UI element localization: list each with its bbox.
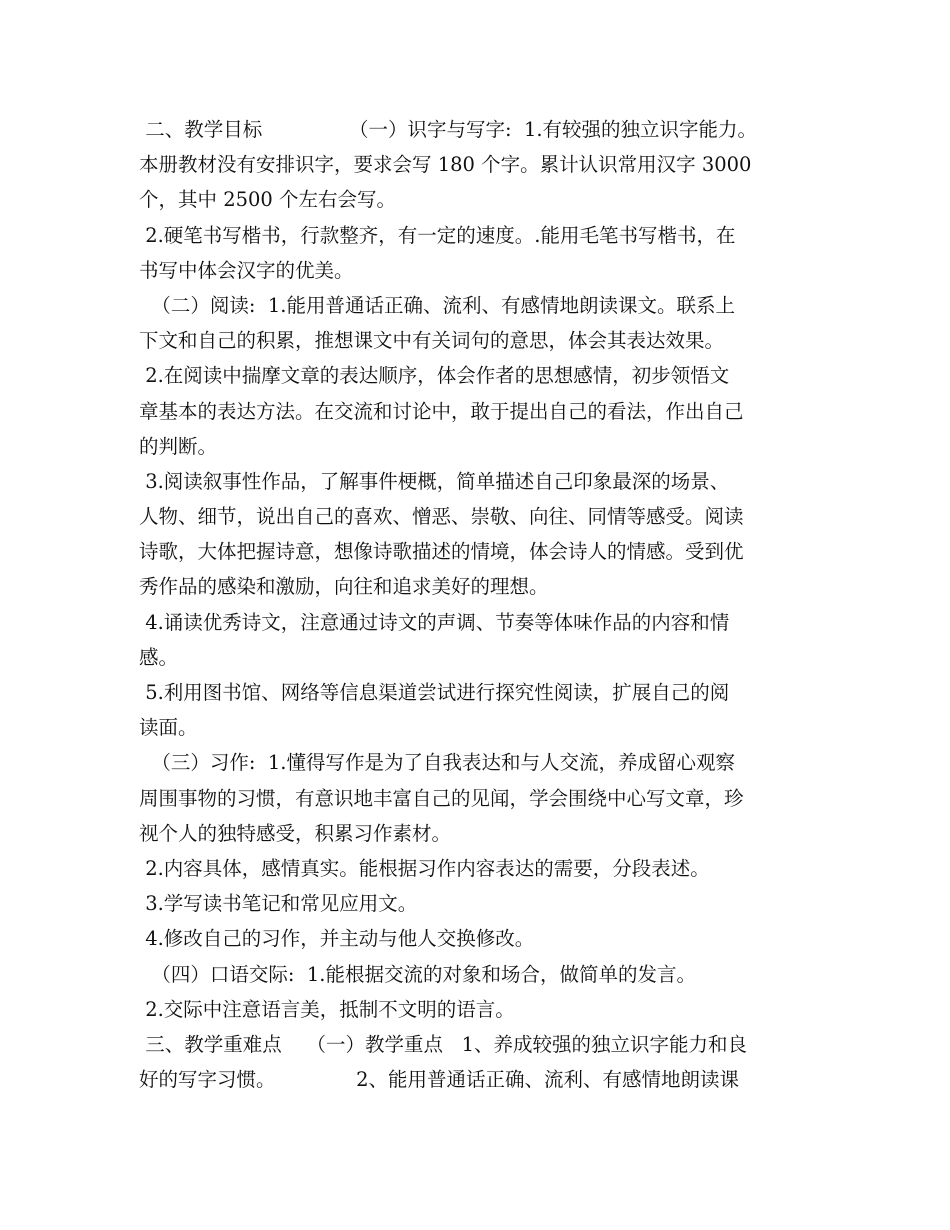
text-line: 感。 <box>139 645 179 669</box>
text-line: 2.硬笔书写楷书，行款整齐，有一定的速度。.能用毛笔书写楷书，在 <box>139 223 736 247</box>
text-line: 诗歌，大体把握诗意，想像诗歌描述的情境，体会诗人的情感。受到优 <box>139 540 744 564</box>
text-line: 3.学写读书笔记和常见应用文。 <box>139 892 418 916</box>
text-line: 二、教学目标 （一）识字与写字: 1.有较强的独立识字能力。 <box>139 118 758 141</box>
text-line: 书写中体会汉字的优美。 <box>139 258 354 282</box>
text-line: 视个人的独特感受，积累习作素材。 <box>139 821 452 845</box>
text-line: 的判断。 <box>139 434 218 458</box>
text-line: 好的写字习惯。 2、能用普通话正确、流利、有感情地朗读课 <box>139 1068 739 1092</box>
text-line: 章基本的表达方法。在交流和讨论中，敢于提出自己的看法，作出自己 <box>139 399 744 423</box>
text-line: 5.利用图书馆、网络等信息渠道尝试进行探究性阅读，扩展自己的阅 <box>139 681 730 704</box>
text-line: 秀作品的感染和激励，向往和追求美好的理想。 <box>139 575 549 599</box>
text-line: 下文和自己的积累，推想课文中有关词句的意思，体会其表达效果。 <box>139 329 725 353</box>
text-line: 4.修改自己的习作，并主动与他人交换修改。 <box>139 927 535 951</box>
text-line: 本册教材没有安排识字，要求会写 180 个字。累计认识常用汉字 3000 <box>139 153 752 177</box>
text-line: 三、教学重难点 （一）教学重点 1、养成较强的独立识字能力和良 <box>139 1032 747 1056</box>
text-line: 读面。 <box>139 716 198 740</box>
text-line: 个，其中 2500 个左右会写。 <box>139 188 397 212</box>
text-line: （二）阅读: 1.能用普通话正确、流利、有感情地朗读课文。联系上 <box>139 293 735 317</box>
text-line: 2.在阅读中揣摩文章的表达顺序，体会作者的思想感情，初步领悟文 <box>139 364 730 388</box>
text-line: （四）口语交际: 1.能根据交流的对象和场合，做简单的发言。 <box>139 962 696 986</box>
text-line: 周围事物的习惯，有意识地丰富自己的见闻，学会围绕中心写文章，珍 <box>139 786 744 810</box>
text-line: 3.阅读叙事性作品，了解事件梗概，简单描述自己印象最深的场景、 <box>139 469 730 493</box>
text-line: （三）习作: 1.懂得写作是为了自我表达和与人交流，养成留心观察 <box>139 751 735 775</box>
text-line: 2.交际中注意语言美，抵制不文明的语言。 <box>139 997 515 1021</box>
document-body <box>139 112 819 1097</box>
text-line: 人物、细节，说出自己的喜欢、憎恶、崇敬、向往、同情等感受。阅读 <box>139 505 744 529</box>
text-line: 4.诵读优秀诗文，注意通过诗文的声调、节奏等体味作品的内容和情 <box>139 610 730 634</box>
text-line: 2.内容具体，感情真实。能根据习作内容表达的需要，分段表述。 <box>139 856 710 880</box>
